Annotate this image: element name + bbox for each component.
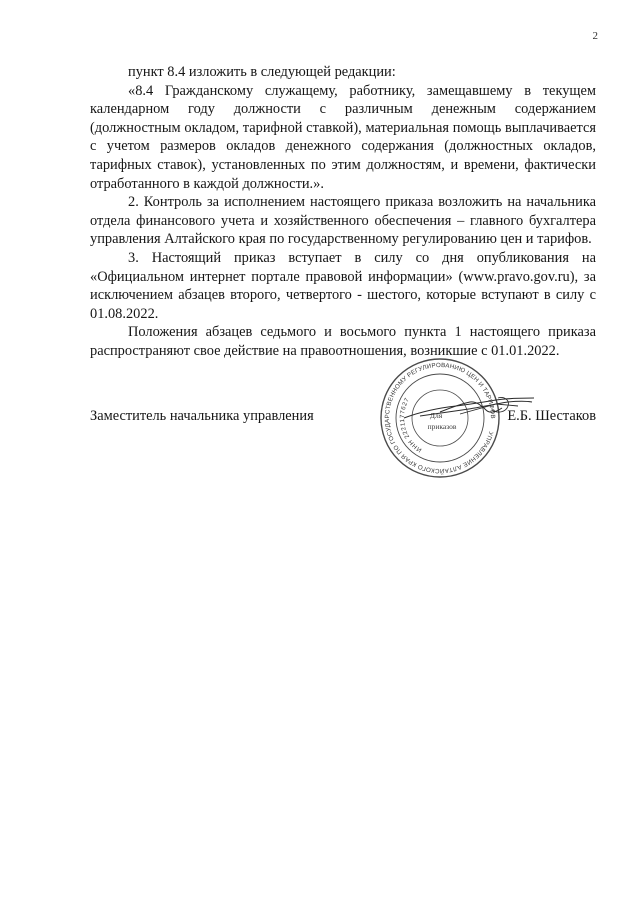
paragraph-intro: пункт 8.4 изложить в следующей редакции: [128,64,396,80]
document-body [90,63,596,361]
seal-ring-text: УПРАВЛЕНИЕ АЛТАЙСКОГО КРАЯ ПО ГОСУДАРСТВЕННОМУ РЕГУЛИРОВАНИЮ ЦЕН И ТАРИФОВ [383,361,497,475]
seal-inn-text: ИНН 2221177627 [398,396,424,454]
page-number: 2 [592,30,598,42]
handwritten-signature [400,392,550,426]
signatory-name: Е.Б. Шестаков [507,408,596,424]
paragraph-item-3: 3. Настоящий приказ вступает в силу со дня опубликования на «Официальном интернет портале правовой информации» (www.pravo.gov.ru), за исключением абзацев второго, четвертого - шестого, которые вступают в силу с 01.08.2022. [90,249,596,322]
seal-center-line-1: Для [429,411,443,420]
paragraph-provisions: Положения абзацев седьмого и восьмого пункта 1 настоящего приказа распространяют свое действие на правоотношения, возникшие с 01.01.2022. [90,324,596,359]
signatory-position: Заместитель начальника управления [90,408,314,424]
seal-center-line-2: приказов [427,422,457,431]
paragraph-8-4: «8.4 Гражданскому служащему, работнику, замещавшему в текущем календарном году должности с различным денежным содержанием (должностным окладом, тарифной ставкой), материальная помощь выплачивается с учетом размеров окладов денежного содержания (должностных окладов, тарифных ставок), установленных по этим должностям, и времени, фактически отработанного в каждой должности.». [90,82,596,192]
paragraph-item-2: 2. Контроль за исполнением настоящего приказа возложить на начальника отдела финансового учета и хозяйственного обеспечения – главного бухгалтера управления Алтайского края по государственному регулированию цен и тарифов. [90,194,596,248]
